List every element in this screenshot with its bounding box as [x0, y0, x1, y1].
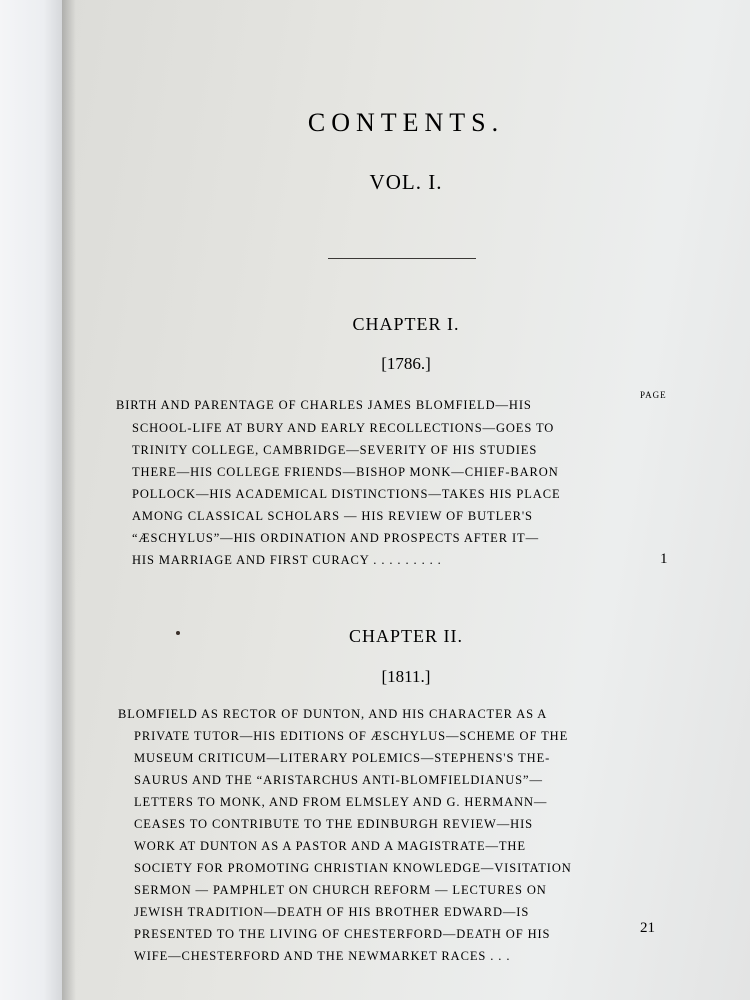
- summary-line: SCHOOL-LIFE AT BURY AND EARLY RECOLLECTIONS—GOES TO: [132, 421, 555, 435]
- chapter-year: [1811.]: [381, 667, 431, 686]
- summary-line: BIRTH AND PARENTAGE OF CHARLES JAMES BLOMFIELD—HIS: [116, 398, 532, 412]
- summary-line: SERMON — PAMPHLET ON CHURCH REFORM — LECTURES ON: [134, 883, 547, 897]
- summary-line: JEWISH TRADITION—DEATH OF HIS BROTHER EDWARD—IS: [134, 905, 530, 919]
- chapter-year: [1786.]: [381, 354, 431, 373]
- page-number: 21: [640, 920, 655, 936]
- summary-line: MUSEUM CRITICUM—LITERARY POLEMICS—STEPHENS'S THE-: [134, 751, 551, 765]
- summary-line: “ÆSCHYLUS”—HIS ORDINATION AND PROSPECTS AFTER IT—: [132, 531, 539, 545]
- contents-title: CONTENTS.: [307, 108, 505, 137]
- chapter-heading: CHAPTER I.: [352, 314, 460, 334]
- summary-line: BLOMFIELD AS RECTOR OF DUNTON, AND HIS CHARACTER AS A: [118, 707, 548, 721]
- facing-page-edge: [0, 0, 62, 1000]
- summary-line: CEASES TO CONTRIBUTE TO THE EDINBURGH REVIEW—HIS: [134, 817, 533, 831]
- page-gutter-shadow: [62, 0, 76, 1000]
- summary-line: SAURUS AND THE “ARISTARCHUS ANTI-BLOMFIELDIANUS”—: [134, 773, 543, 787]
- summary-line: HIS MARRIAGE AND FIRST CURACY . . . . . . . . .: [132, 553, 442, 567]
- chapter-heading: CHAPTER II.: [349, 626, 463, 646]
- volume-heading: VOL. I.: [369, 170, 443, 194]
- summary-line: POLLOCK—HIS ACADEMICAL DISTINCTIONS—TAKES HIS PLACE: [132, 487, 561, 501]
- page-column-label: PAGE: [640, 390, 667, 400]
- summary-line: THERE—HIS COLLEGE FRIENDS—BISHOP MONK—CHIEF-BARON: [132, 465, 559, 479]
- divider-rule: [328, 258, 476, 259]
- summary-line: WORK AT DUNTON AS A PASTOR AND A MAGISTRATE—THE: [134, 839, 526, 853]
- summary-line: PRESENTED TO THE LIVING OF CHESTERFORD—DEATH OF HIS: [134, 927, 551, 941]
- summary-line: LETTERS TO MONK, AND FROM ELMSLEY AND G. HERMANN—: [134, 795, 548, 809]
- summary-line: PRIVATE TUTOR—HIS EDITIONS OF ÆSCHYLUS—SCHEME OF THE: [134, 729, 569, 743]
- summary-line: AMONG CLASSICAL SCHOLARS — HIS REVIEW OF BUTLER'S: [132, 509, 533, 523]
- summary-line: SOCIETY FOR PROMOTING CHRISTIAN KNOWLEDGE—VISITATION: [134, 861, 572, 875]
- page-number: 1: [660, 551, 668, 567]
- summary-line: WIFE—CHESTERFORD AND THE NEWMARKET RACES . . .: [134, 949, 511, 963]
- summary-line: TRINITY COLLEGE, CAMBRIDGE—SEVERITY OF HIS STUDIES: [132, 443, 538, 457]
